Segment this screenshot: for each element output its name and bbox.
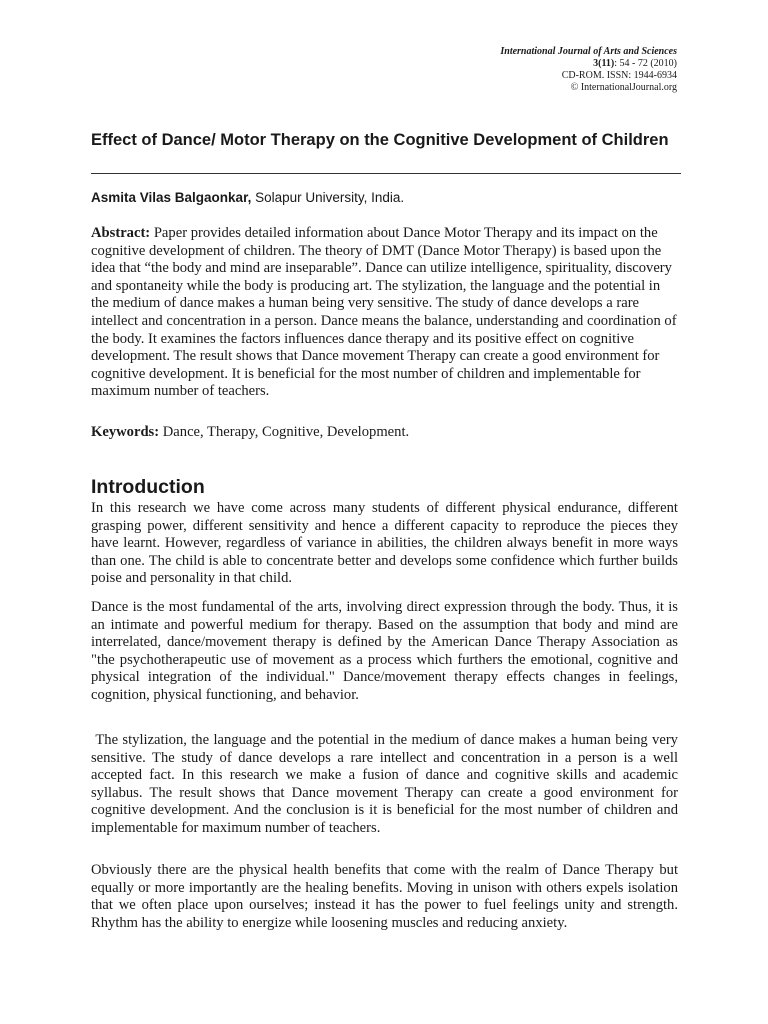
intro-paragraph-1 [91, 500, 678, 588]
journal-name: International Journal of Arts and Sciences [500, 46, 677, 57]
journal-volume: 3 [593, 58, 599, 69]
keywords-text: Dance, Therapy, Cognitive, Development. [159, 424, 410, 440]
journal-issn: CD-ROM. ISSN: 1944-6934 [561, 70, 677, 81]
intro-paragraph-4 [91, 862, 678, 932]
keywords-label: Keywords: [91, 424, 160, 440]
introduction-heading: Introduction [91, 476, 205, 498]
journal-issue: (11) [598, 58, 615, 69]
abstract [91, 225, 678, 401]
paragraph-text: In this research we have come across many students of different physical endurance, different grasping power, different sensitivity and hence a different capacity to reproduce the pieces they have learnt. However, regardless of variance in abilities, the children always benefit in more ways than one. The child is able to concentrate better and develops some confidence which further builds poise and personality in that child. [91, 500, 678, 587]
title-divider [91, 173, 681, 174]
journal-volume-line [500, 58, 677, 70]
author-line [91, 190, 404, 205]
abstract-label: Abstract: [91, 225, 151, 241]
paragraph-text: The stylization, the language and the potential in the medium of dance makes a human being very sensitive. The study of dance develops a rare intellect and concentration in a person is a well accepted fact. In this research we make a fusion of dance and cognitive skills and academic syllabus. The result shows that Dance movement Therapy can create a good environment for cognitive development. And the conclusion is it is beneficial for the most number of children and implementable for maximum number of teachers. [91, 732, 682, 836]
journal-copyright: © InternationalJournal.org [570, 82, 677, 93]
intro-paragraph-3 [91, 732, 682, 838]
keywords [91, 424, 678, 442]
journal-header [500, 46, 677, 94]
paper-title: Effect of Dance/ Motor Therapy on the Cognitive Development of Children [91, 131, 669, 149]
abstract-text: Paper provides detailed information about Dance Motor Therapy and its impact on the cognitive development of children. The theory of DMT (Dance Motor Therapy) is based upon the idea that “the body and mind are inseparable”. Dance can utilize intelligence, spirituality, discovery and spontaneity while the body is producing art. The stylization, the language and the potential in the medium of dance makes a human being very sensitive. The study of dance develops a rare intellect and concentration in a person. Dance means the balance, understanding and coordination of the body. It examines the factors influences dance therapy and its positive effect on cognitive development. The result shows that Dance movement Therapy can create a good environment for cognitive development. It is beneficial for the most number of children and implementable for maximum number of teachers. [91, 225, 677, 400]
intro-paragraph-2 [91, 599, 678, 705]
author-affiliation: Solapur University, India. [251, 190, 405, 205]
paragraph-text: Dance is the most fundamental of the arts, involving direct expression through the body. Thus, it is an intimate and powerful medium for therapy. Based on the assumption that body and mind are interrelated, dance/movement therapy is defined by the American Dance Therapy Association as "the psychotherapeutic use of movement as a process which furthers the emotional, cognitive and physical integration of the individual." Dance/movement therapy effects changes in feelings, cognition, physical functioning, and behavior. [91, 599, 678, 703]
author-name: Asmita Vilas Balgaonkar, [91, 190, 252, 205]
journal-pages-year: : 54 - 72 (2010) [614, 58, 677, 69]
paragraph-text: Obviously there are the physical health benefits that come with the realm of Dance Therapy but equally or more importantly are the healing benefits. Moving in unison with others expels isolation that we often place upon ourselves; instead it has the power to fuel feelings unity and strength. Rhythm has the ability to energize while loosening muscles and reducing anxiety. [91, 862, 678, 931]
